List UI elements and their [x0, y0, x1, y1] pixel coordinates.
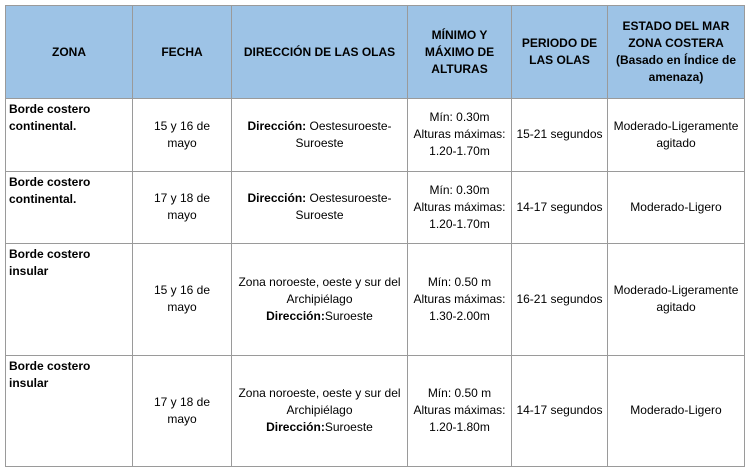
- header-estado: ESTADO DEL MAR ZONA COSTERA (Basado en Índice de amenaza): [608, 6, 745, 99]
- cell-estado: Moderado-Ligero: [608, 355, 745, 466]
- cell-direccion: Zona noroeste, oeste y sur del Archipiélago Dirección:Suroeste: [232, 355, 408, 466]
- cell-alturas: Mín: 0.30m Alturas máximas: 1.20-1.70m: [408, 99, 512, 172]
- cell-estado: Moderado-Ligero: [608, 171, 745, 244]
- cell-estado: Moderado-Ligeramente agitado: [608, 244, 745, 355]
- table-row: [6, 244, 745, 355]
- cell-periodo: 14-17 segundos: [512, 171, 608, 244]
- header-row: [6, 6, 745, 99]
- cell-alturas: Mín: 0.50 m Alturas máximas: 1.20-1.80m: [408, 355, 512, 466]
- table-row: [6, 99, 745, 172]
- cell-fecha: 17 y 18 de mayo: [133, 171, 232, 244]
- cell-fecha: 17 y 18 de mayo: [133, 355, 232, 466]
- header-direccion: DIRECCIÓN DE LAS OLAS: [232, 6, 408, 99]
- cell-estado: Moderado-Ligeramente agitado: [608, 99, 745, 172]
- cell-direccion: Zona noroeste, oeste y sur del Archipiélago Dirección:Suroeste: [232, 244, 408, 355]
- cell-direccion: Dirección: Oestesuroeste- Suroeste: [232, 171, 408, 244]
- table-row: [6, 171, 745, 244]
- cell-zona: Borde costero continental.: [6, 171, 133, 244]
- header-zona: ZONA: [6, 6, 133, 99]
- cell-direccion: Dirección: Oestesuroeste- Suroeste: [232, 99, 408, 172]
- header-alturas: MÍNIMO Y MÁXIMO DE ALTURAS: [408, 6, 512, 99]
- table-row: [6, 355, 745, 466]
- cell-zona: Borde costero continental.: [6, 99, 133, 172]
- header-periodo: PERIODO DE LAS OLAS: [512, 6, 608, 99]
- header-fecha: FECHA: [133, 6, 232, 99]
- cell-alturas: Mín: 0.30m Alturas máximas: 1.20-1.70m: [408, 171, 512, 244]
- cell-periodo: 16-21 segundos: [512, 244, 608, 355]
- cell-fecha: 15 y 16 de mayo: [133, 244, 232, 355]
- cell-zona: Borde costero insular: [6, 355, 133, 466]
- cell-alturas: Mín: 0.50 m Alturas máximas: 1.30-2.00m: [408, 244, 512, 355]
- cell-fecha: 15 y 16 de mayo: [133, 99, 232, 172]
- swell-forecast-table: [5, 5, 745, 467]
- cell-periodo: 14-17 segundos: [512, 355, 608, 466]
- cell-periodo: 15-21 segundos: [512, 99, 608, 172]
- cell-zona: Borde costero insular: [6, 244, 133, 355]
